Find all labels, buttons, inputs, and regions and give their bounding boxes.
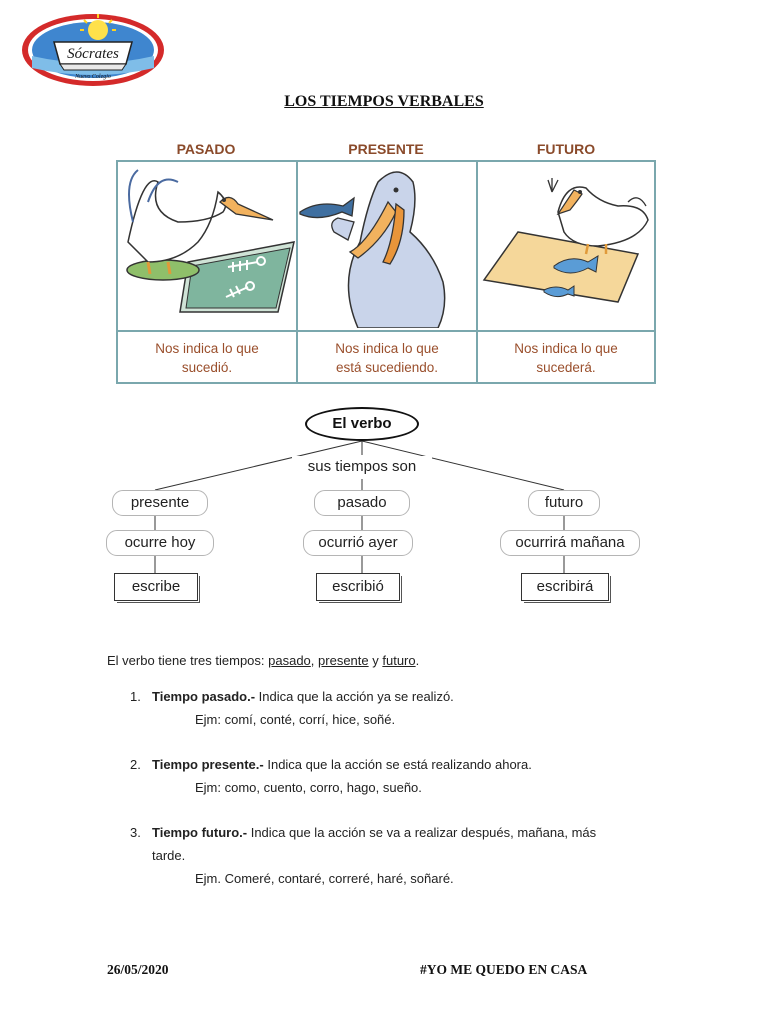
node-futuro: futuro (528, 490, 600, 516)
list-item-1 (152, 689, 454, 704)
list-item-2-num: 2. (130, 757, 141, 772)
footer-hashtag: #YO ME QUEDO EN CASA (420, 962, 588, 977)
list-item-1-num: 1. (130, 689, 141, 704)
pasado-desc-line1: Nos indica lo que (155, 341, 259, 356)
futuro-desc-line2: sucederá. (536, 360, 596, 375)
intro-word-futuro: futuro (382, 653, 416, 668)
presente-desc-line1: Nos indica lo que (335, 341, 439, 356)
intro-word-pasado: pasado (268, 653, 311, 668)
futuro-description (478, 330, 654, 382)
presente-desc-line2: está sucediendo. (335, 360, 439, 375)
intro-sep2: y (368, 653, 383, 668)
root-node-verbo: El verbo (305, 407, 419, 441)
term-tiempo-futuro: Tiempo futuro.- (152, 825, 248, 840)
presente-illustration (298, 162, 478, 330)
definition-futuro-continued: tarde. (152, 848, 186, 863)
logo-subtitle: Nuevo Colegio (75, 74, 111, 80)
page-title: LOS TIEMPOS VERBALES (284, 93, 484, 110)
presente-description (298, 330, 478, 382)
node-pasado: pasado (314, 490, 410, 516)
intro-sentence (107, 653, 419, 668)
example-futuro: Ejm. Comeré, contaré, correré, haré, soñaré. (195, 871, 454, 886)
concept-map (100, 400, 660, 610)
intro-word-presente: presente (318, 653, 369, 668)
futuro-illustration (478, 162, 654, 330)
pasado-desc-line2: sucedió. (181, 360, 233, 375)
footer-date: 26/05/2020 (107, 962, 169, 977)
intro-end: . (415, 653, 420, 668)
logo-name: Sócrates (67, 46, 119, 62)
example-pasado: Ejm: comí, conté, corrí, hice, soñé. (195, 712, 396, 727)
node-presente: presente (112, 490, 208, 516)
pasado-description (118, 330, 298, 382)
pasado-illustration (118, 162, 298, 330)
term-tiempo-pasado: Tiempo pasado.- (152, 689, 256, 704)
tense-table (116, 160, 656, 384)
example-escribio: escribió (316, 573, 400, 601)
list-item-2 (152, 757, 532, 772)
futuro-desc-line1: Nos indica lo que (514, 341, 618, 356)
intro-prefix: El verbo tiene tres tiempos: (107, 653, 269, 668)
header-futuro: FUTURO (536, 141, 596, 157)
list-item-3 (152, 825, 596, 840)
intro-sep1: , (310, 653, 319, 668)
connector-label: sus tiempos son (292, 456, 432, 478)
definition-presente: Indica que la acción se está realizando ahora. (263, 757, 532, 772)
header-pasado: PASADO (176, 141, 236, 157)
definition-futuro: Indica que la acción se va a realizar después, mañana, más (247, 825, 597, 840)
node-ocurre-hoy: ocurre hoy (106, 530, 214, 556)
header-presente: PRESENTE (348, 141, 424, 157)
school-logo (20, 12, 166, 88)
node-ocurrira-manana: ocurrirá mañana (500, 530, 640, 556)
definition-pasado: Indica que la acción ya se realizó. (255, 689, 454, 704)
list-item-3-num: 3. (130, 825, 141, 840)
example-escribira: escribirá (521, 573, 609, 601)
node-ocurrio-ayer: ocurrió ayer (303, 530, 413, 556)
term-tiempo-presente: Tiempo presente.- (152, 757, 264, 772)
example-escribe: escribe (114, 573, 198, 601)
example-presente: Ejm: como, cuento, corro, hago, sueño. (195, 780, 422, 795)
